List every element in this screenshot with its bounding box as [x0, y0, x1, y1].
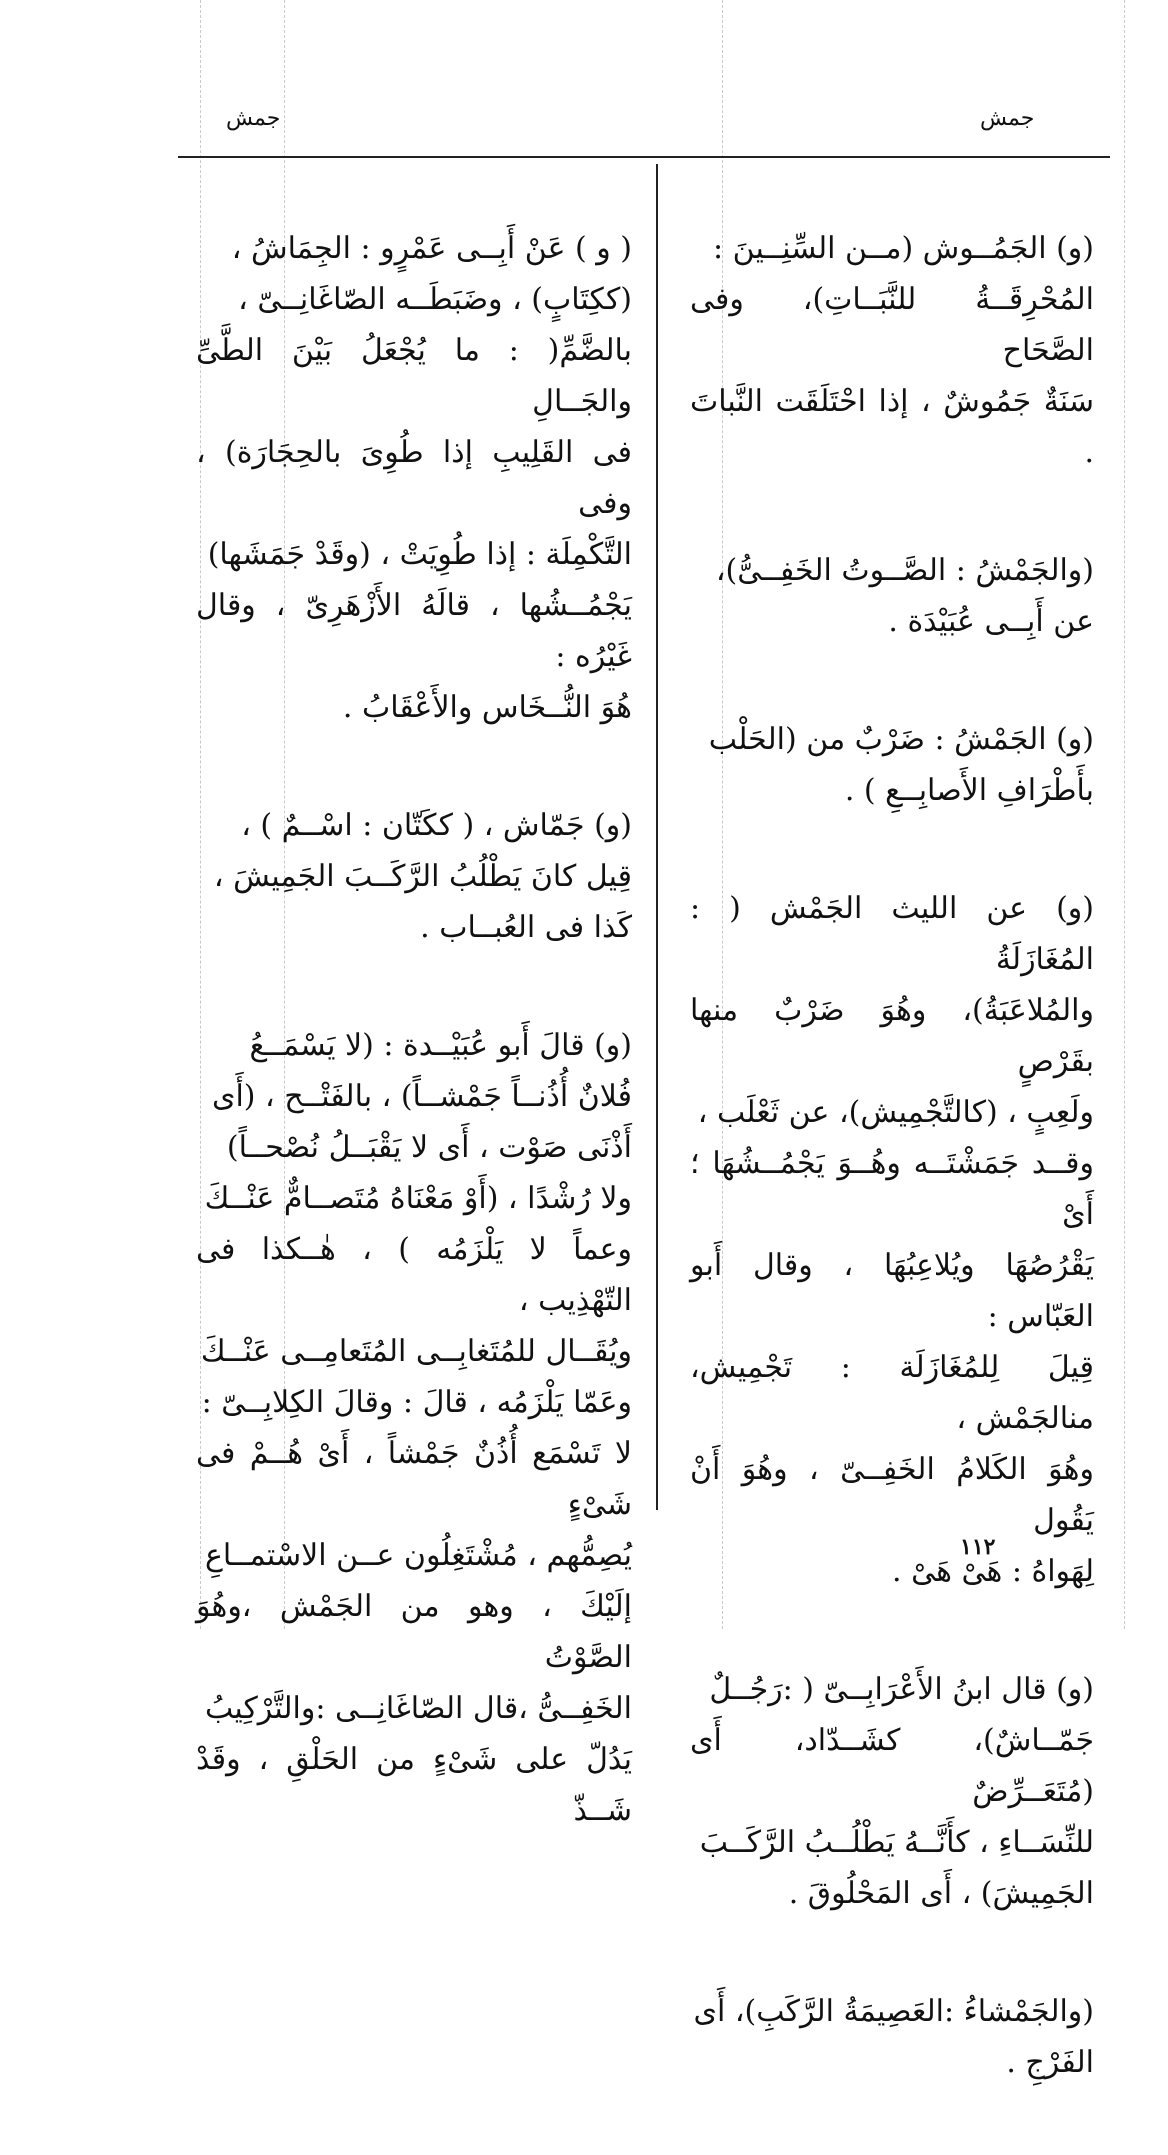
header-rule — [178, 156, 1110, 158]
entry-paragraph: (و) عن الليث الجَمْش ( : المُغَازَلَةُ والمُلاعَبَةُ)، وهُوَ ضَرْبٌ منها بقَرْصٍ ولَعِبٍ ، (كالتَّجْمِيش)، عن ثَعْلَب ، وقــد جَمَشْتَــه وهُــوَ يَجْمُــشُهَا ؛ أَىْ يَقْرُصُهَا ويُلاعِبُهَا ، وقال أَبو العَبّاس : قِيلَ لِلمُغَازَلَة : تَجْمِيش، منالجَمْش ، وهُوَ الكَلامُ الخَفِــىّ ، وهُوَ أَنْ يَقُول لِهَواهُ : هَىْ هَىْ . — [690, 891, 1094, 1589]
entry-paragraph: (و) جَمّاش ، ( ككَتّان : اسْــمٌ ) ، قِيل كانَ يَطْلُبُ الرَّكَــبَ الجَمِيشَ ، كَذا فى العُبــاب . — [213, 808, 632, 945]
entry-paragraph: (والجَمْشاءُ :العَصِيمَةُ الرَّكَبِ)، أَى الفَرْجِ . — [693, 1994, 1094, 2080]
entry-paragraph: (و) قال ابنُ الأَعْرَابِــىّ ( :رَجُــلٌ جَمّــاشٌ)، كشَــدّاد، أَى (مُتَعَــرِّضٌ للنِّسَــاءِ ، كأَنَّــهُ يَطْلُــبُ الرَّكَــبَ الجَمِيشَ) ، أَى المَحْلُوقَ . — [690, 1672, 1094, 1911]
header-word-right: جمش — [980, 106, 1035, 131]
page-number: ١١٢ — [960, 1534, 996, 1560]
entry-paragraph: (و) الجَمْشُ : ضَرْبٌ من (الحَلْب بأَطْرَافِ الأَصابِــعِ ) . — [708, 722, 1094, 808]
right-column — [690, 172, 1094, 2155]
entry-paragraph: (والجَمْشُ : الصَّــوتُ الخَفِــىُّ)، عن أَبِــى عُبَيْدَة . — [715, 553, 1094, 639]
column-divider — [656, 164, 658, 1510]
left-column — [196, 172, 632, 1903]
entry-paragraph: (و) الجَمُــوش (مــن السِّنِــينَ : المُحْرِقَــةُ للنَّبَــاتِ)، وفى الصَّحَاح سَنَةٌ جَمُوشٌ ، إذا احْتَلَقَت النَّباتَ . — [690, 231, 1094, 470]
entry-paragraph: (و) قالَ أَبو عُبَيْــدة : (لا يَسْمَــعُ فُلانٌ أُذُنــاً جَمْشــاً) ، بالفَتْــح ، (أَى أَذْنَى صَوْت ، أَى لا يَقْبَــلُ نُصْحــاً) ولا رُشْدًا ، (أَوْ مَعْنَاهُ مُتَصــامٌّ عَنْــكَ وعماً لا يَلْزَمُه ) ، هٰــكذا فى التّهْذِيب ، ويُقَــال للمُتَغابِــى المُتَعامِــى عَنْــكَ وعَمّا يَلْزَمُه ، قالَ : وقالَ الكِلابِــىّ : لا تَسْمَع أُذُنٌ جَمْشاً ، أَىْ هُــمْ فى شَىْءٍ يُصِمُّهم ، مُشْتَغِلُون عــن الاسْتمــاعِ إلَيْكَ ، وهو من الجَمْش ،وهُوَ الصَّوْتُ الخَفِــىُّ ،قال الصّاغَانِــى :والتَّرْكِيبُ يَدُلّ على شَىْءٍ من الحَلْقِ ، وقَدْ شَــذّ — [196, 1028, 632, 1828]
entry-paragraph: ( و ) عَنْ أَبِــى عَمْرٍو : الجِمَاشُ ، (ككِتَابٍ) ، وضَبَطَــه الصّاغَانِــىّ ، بالضَّمِّ( : ما يُجْعَلُ بَيْنَ الطَّىِّ والجَــالِ فى القَلِيبِ إذا طُوِىَ بالحِجَارَة) ، وفى التَّكْمِلَة : إذا طُوِيَتْ ، (وقَدْ جَمَشَها) يَجْمُــشُها ، قالَهُ الأَزْهَرِىّ ، وقال غَيْرُه : هُوَ النُّــخَاس والأَعْقَابُ . — [196, 231, 632, 725]
scan-fold-line — [1124, 0, 1125, 1629]
header-word-left: جمش — [226, 106, 281, 131]
